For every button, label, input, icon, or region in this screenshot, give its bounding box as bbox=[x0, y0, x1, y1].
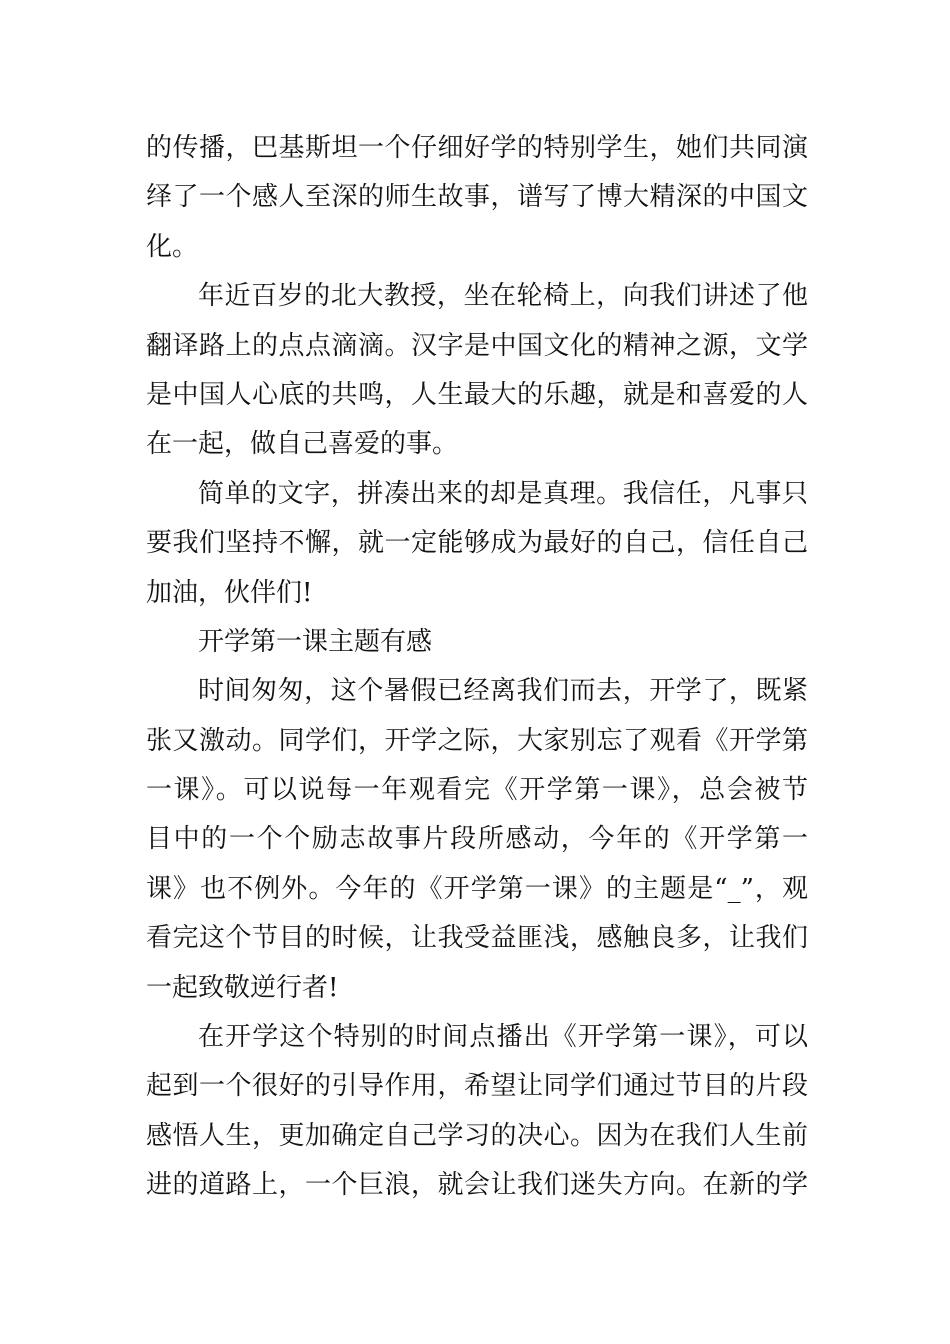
text-line: 的传播，巴基斯坦一个仔细好学的特别学生，她们共同演 bbox=[146, 133, 808, 163]
text-line: 目中的一个个励志故事片段所感动，今年的《开学第一 bbox=[146, 824, 808, 855]
text-line: 看完这个节目的时候，让我受益匪浅，感触良多，让我们 bbox=[146, 923, 808, 954]
text-line: 在一起，做自己喜爱的事。 bbox=[146, 429, 459, 460]
text-line: 一课》。可以说每一年观看完《开学第一课》，总会被节 bbox=[146, 775, 808, 806]
text-line: 一起致敬逆行者! bbox=[146, 972, 339, 1003]
text-line: 在开学这个特别的时间点播出《开学第一课》，可以 bbox=[198, 1022, 808, 1053]
text-line: 加油，伙伴们! bbox=[146, 577, 313, 608]
section-heading: 开学第一课主题有感 bbox=[198, 626, 433, 657]
text-line: 简单的文字，拼凑出来的却是真理。我信任，凡事只 bbox=[198, 478, 808, 509]
text-line: 翻译路上的点点滴滴。汉字是中国文化的精神之源，文学 bbox=[146, 330, 808, 361]
text-line: 进的道路上，一个巨浪，就会让我们迷失方向。在新的学 bbox=[146, 1170, 808, 1201]
text-line: 年近百岁的北大教授，坐在轮椅上，向我们讲述了他 bbox=[198, 281, 808, 312]
text-line: 要我们坚持不懈，就一定能够成为最好的自己，信任自己 bbox=[146, 528, 808, 559]
text-line: 是中国人心底的共鸣，人生最大的乐趣，就是和喜爱的人 bbox=[146, 379, 808, 410]
text-line: 起到一个很好的引导作用，希望让同学们通过节目的片段 bbox=[146, 1071, 808, 1102]
text-line: 化。 bbox=[146, 231, 199, 262]
text-line: 时间匆匆，这个暑假已经离我们而去，开学了，既紧 bbox=[198, 676, 808, 707]
text-line: 课》也不例外。今年的《开学第一课》的主题是“_”，观 bbox=[146, 873, 808, 904]
text-line: 张又激动。同学们，开学之际，大家别忘了观看《开学第 bbox=[146, 725, 808, 756]
text-line: 绎了一个感人至深的师生故事，谱写了博大精深的中国文 bbox=[146, 182, 808, 213]
body-text bbox=[146, 124, 808, 1211]
text-line: 感悟人生，更加确定自己学习的决心。因为在我们人生前 bbox=[146, 1120, 808, 1151]
